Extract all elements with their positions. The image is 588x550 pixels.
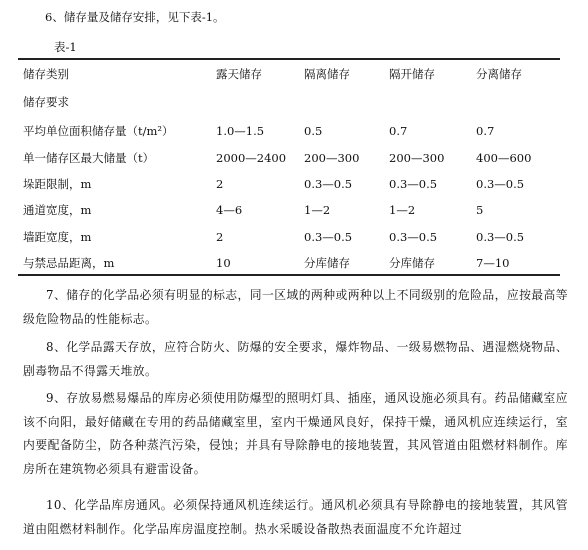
- table-cell: 10: [216, 256, 231, 270]
- table-cell: 200—300: [389, 151, 445, 165]
- table-cell: 200—300: [304, 151, 360, 165]
- table-cell: 分库储存: [389, 256, 435, 270]
- header-label-requirement: 储存要求: [23, 95, 69, 109]
- header-col-detached: 分离储存: [476, 67, 522, 81]
- table-cell: 1—2: [389, 203, 416, 217]
- table-cell: 2: [216, 230, 224, 244]
- table-cell: 400—600: [476, 151, 532, 165]
- table-cell: 0.5: [304, 124, 323, 138]
- section-heading: 6、储存量及储存安排，见下表-1。: [45, 10, 225, 24]
- header-col-open-air: 露天储存: [216, 67, 262, 81]
- table-cell: 1.0—1.5: [216, 124, 265, 138]
- row-label: 平均单位面积储存量（t/m²）: [23, 124, 174, 138]
- header-col-isolated: 隔离储存: [304, 67, 350, 81]
- table-top-rule: [18, 58, 560, 60]
- table-cell: 0.7: [389, 124, 408, 138]
- table-cell: 7—10: [476, 256, 510, 270]
- table-cell: 0.7: [476, 124, 495, 138]
- paragraph-8: 8、化学品露天存放，应符合防火、防爆的安全要求，爆炸物品、一级易燃物品、遇湿燃烧物品、剧毒物品不得露天堆放。: [23, 340, 568, 378]
- table-cell: 0.3—0.5: [476, 177, 525, 191]
- table-cell: 0.3—0.5: [304, 177, 353, 191]
- row-label: 通道宽度，m: [23, 203, 92, 217]
- table-cell: 0.3—0.5: [389, 177, 438, 191]
- header-label-category: 储存类别: [23, 67, 69, 81]
- paragraph-10: 10、化学品库房通风。必须保持通风机连续运行。通风机必须具有导除静电的接地装置，其风管道由阻燃材料制作。化学品库房温度控制。热水采暖设备散热表面温度不允许超过: [23, 498, 568, 536]
- table-cell: 分库储存: [304, 256, 350, 270]
- table-caption: 表-1: [54, 40, 77, 54]
- table-cell: 2000—2400: [216, 151, 287, 165]
- row-label: 单一储存区最大储量（t）: [23, 151, 155, 165]
- row-label: 墙距宽度，m: [23, 230, 92, 244]
- table-cell: 1—2: [304, 203, 331, 217]
- table-cell: 2: [216, 177, 224, 191]
- row-label: 垛距限制，m: [23, 177, 92, 191]
- table-bottom-rule: [18, 274, 560, 276]
- row-label: 与禁忌品距离，m: [23, 256, 115, 270]
- table-cell: 5: [476, 203, 484, 217]
- table-cell: 0.3—0.5: [389, 230, 438, 244]
- table-cell: 0.3—0.5: [304, 230, 353, 244]
- table-cell: 0.3—0.5: [476, 230, 525, 244]
- header-col-separated: 隔开储存: [389, 67, 435, 81]
- paragraph-9: 9、存放易燃易爆品的库房必须使用防爆型的照明灯具、插座，通风设施必须具有。药品储藏室应该不向阳，最好储藏在专用的药品储藏室里，室内干燥通风良好，保持干燥，通风机应连续运行，室内要配备防尘，防各种蒸汽污染，侵蚀；并具有导除静电的接地装置，其风管道由阻燃材料制作。库房所在建筑物必须具有避雷设备。: [23, 391, 568, 476]
- paragraph-7: 7、储存的化学品必须有明显的标志，同一区域的两种或两种以上不同级别的危险品，应按最高等级危险物品的性能标志。: [23, 288, 568, 326]
- table-cell: 4—6: [216, 203, 243, 217]
